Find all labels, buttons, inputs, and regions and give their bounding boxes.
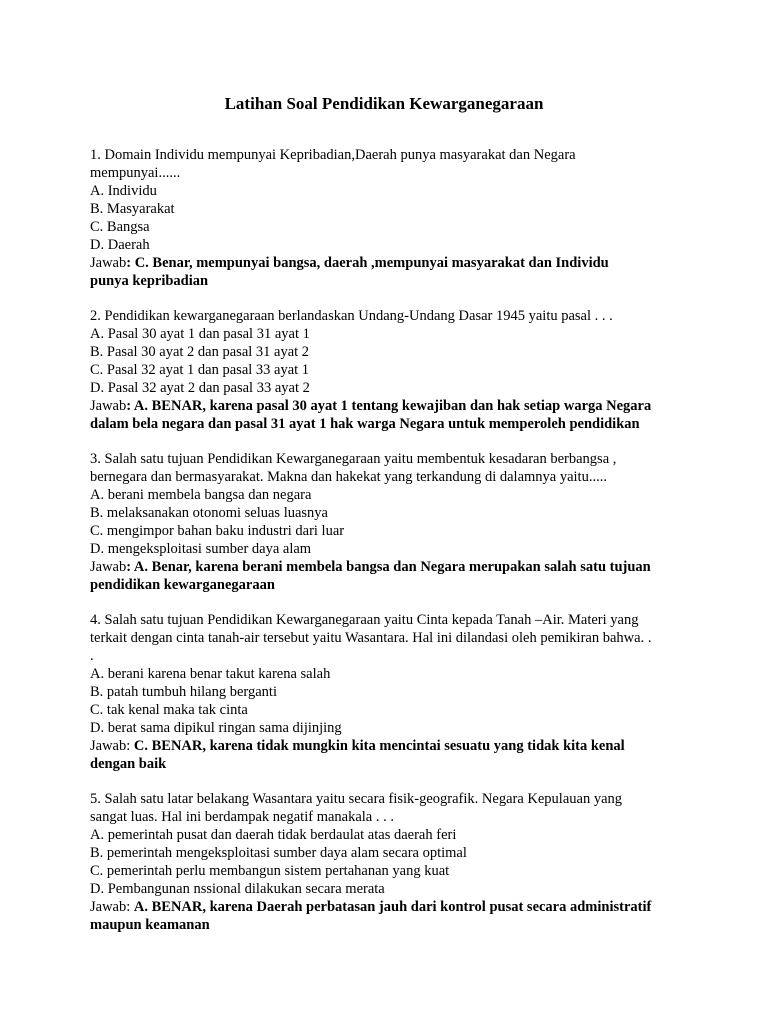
answer-text: pendidikan kewarganegaraan — [90, 577, 275, 593]
spacer — [90, 290, 690, 307]
answer-prefix: Jawab — [90, 255, 127, 271]
answer-prefix: Jawab — [90, 559, 127, 575]
question-text: sangat luas. Hal ini berdampak negatif manakala . . . — [90, 809, 394, 825]
answer-prefix: Jawab: — [90, 738, 134, 754]
option-d: D. berat sama dipikul ringan sama dijinjing — [90, 720, 342, 736]
option-b: B. patah tumbuh hilang berganti — [90, 684, 277, 700]
question-text: terkait dengan cinta tanah-air tersebut yaitu Wasantara. Hal ini dilandasi oleh pemikiran bahwa. . — [90, 630, 652, 646]
option-b: B. Pasal 30 ayat 2 dan pasal 31 ayat 2 — [90, 344, 310, 360]
question-text: 3. Salah satu tujuan Pendidikan Kewarganegaraan yaitu membentuk kesadaran berbangsa , — [90, 451, 617, 467]
question-3 — [90, 450, 690, 594]
option-d: D. Daerah — [90, 237, 150, 253]
option-d: D. mengeksploitasi sumber daya alam — [90, 541, 312, 557]
question-text: mempunyai...... — [90, 165, 181, 181]
option-c: C. mengimpor bahan baku industri dari luar — [90, 523, 345, 539]
answer-text: A. BENAR, karena Daerah perbatasan jauh dari kontrol pusat secara administratif — [133, 899, 652, 915]
answer-line — [90, 397, 690, 415]
option-b: B. Masyarakat — [90, 201, 175, 217]
question-4 — [90, 611, 690, 773]
answer-text: maupun keamanan — [90, 917, 210, 933]
question-text: 5. Salah satu latar belakang Wasantara yaitu secara fisik-geografik. Negara Kepulauan yang — [90, 791, 623, 807]
option-c: C. pemerintah perlu membangun sistem pertahanan yang kuat — [90, 863, 450, 879]
document-body — [90, 146, 690, 934]
option-c: C. tak kenal maka tak cinta — [90, 702, 248, 718]
document-title: Latihan Soal Pendidikan Kewarganegaraan — [224, 94, 544, 113]
answer-prefix: Jawab — [90, 398, 127, 414]
option-b: B. pemerintah mengeksploitasi sumber daya alam secara optimal — [90, 845, 467, 861]
question-2 — [90, 307, 690, 433]
option-a: A. pemerintah pusat dan daerah tidak berdaulat atas daerah feri — [90, 827, 457, 843]
option-a: A. Pasal 30 ayat 1 dan pasal 31 ayat 1 — [90, 326, 310, 342]
question-text: 2. Pendidikan kewarganegaraan berlandaskan Undang-Undang Dasar 1945 yaitu pasal . . . — [90, 308, 613, 324]
question-text: bernegara dan bermasyarakat. Makna dan hakekat yang terkandung di dalamnya yaitu..... — [90, 469, 607, 485]
option-a: A. berani karena benar takut karena salah — [90, 666, 331, 682]
answer-line — [90, 254, 690, 272]
option-c: C. Bangsa — [90, 219, 150, 235]
option-b: B. melaksanakan otonomi seluas luasnya — [90, 505, 328, 521]
answer-text: dalam bela negara dan pasal 31 ayat 1 hak warga Negara untuk memperoleh pendidikan — [90, 416, 640, 432]
answer-text: : A. BENAR, karena pasal 30 ayat 1 tentang kewajiban dan hak setiap warga Negara — [126, 398, 652, 414]
answer-text: punya kepribadian — [90, 273, 209, 289]
answer-text: C. BENAR, karena tidak mungkin kita mencintai sesuatu yang tidak kita kenal — [133, 738, 625, 754]
answer-prefix: Jawab: — [90, 899, 134, 915]
option-a: A. Individu — [90, 183, 157, 199]
question-text: . — [90, 648, 94, 664]
answer-line — [90, 898, 690, 916]
answer-text: : C. Benar, mempunyai bangsa, daerah ,mempunyai masyarakat dan Individu — [126, 255, 609, 271]
spacer — [90, 433, 690, 450]
answer-line — [90, 737, 690, 755]
answer-text: : A. Benar, karena berani membela bangsa dan Negara merupakan salah satu tujuan — [126, 559, 651, 575]
question-text: 4. Salah satu tujuan Pendidikan Kewarganegaraan yaitu Cinta kepada Tanah –Air. Materi yang — [90, 612, 639, 628]
question-5 — [90, 790, 690, 934]
option-c: C. Pasal 32 ayat 1 dan pasal 33 ayat 1 — [90, 362, 310, 378]
answer-text: dengan baik — [90, 756, 167, 772]
question-text: 1. Domain Individu mempunyai Kepribadian,Daerah punya masyarakat dan Negara — [90, 147, 576, 163]
option-d: D. Pasal 32 ayat 2 dan pasal 33 ayat 2 — [90, 380, 310, 396]
spacer — [90, 594, 690, 611]
option-d: D. Pembangunan nssional dilakukan secara merata — [90, 881, 385, 897]
answer-line — [90, 558, 690, 576]
spacer — [90, 773, 690, 790]
question-1 — [90, 146, 690, 290]
option-a: A. berani membela bangsa dan negara — [90, 487, 312, 503]
